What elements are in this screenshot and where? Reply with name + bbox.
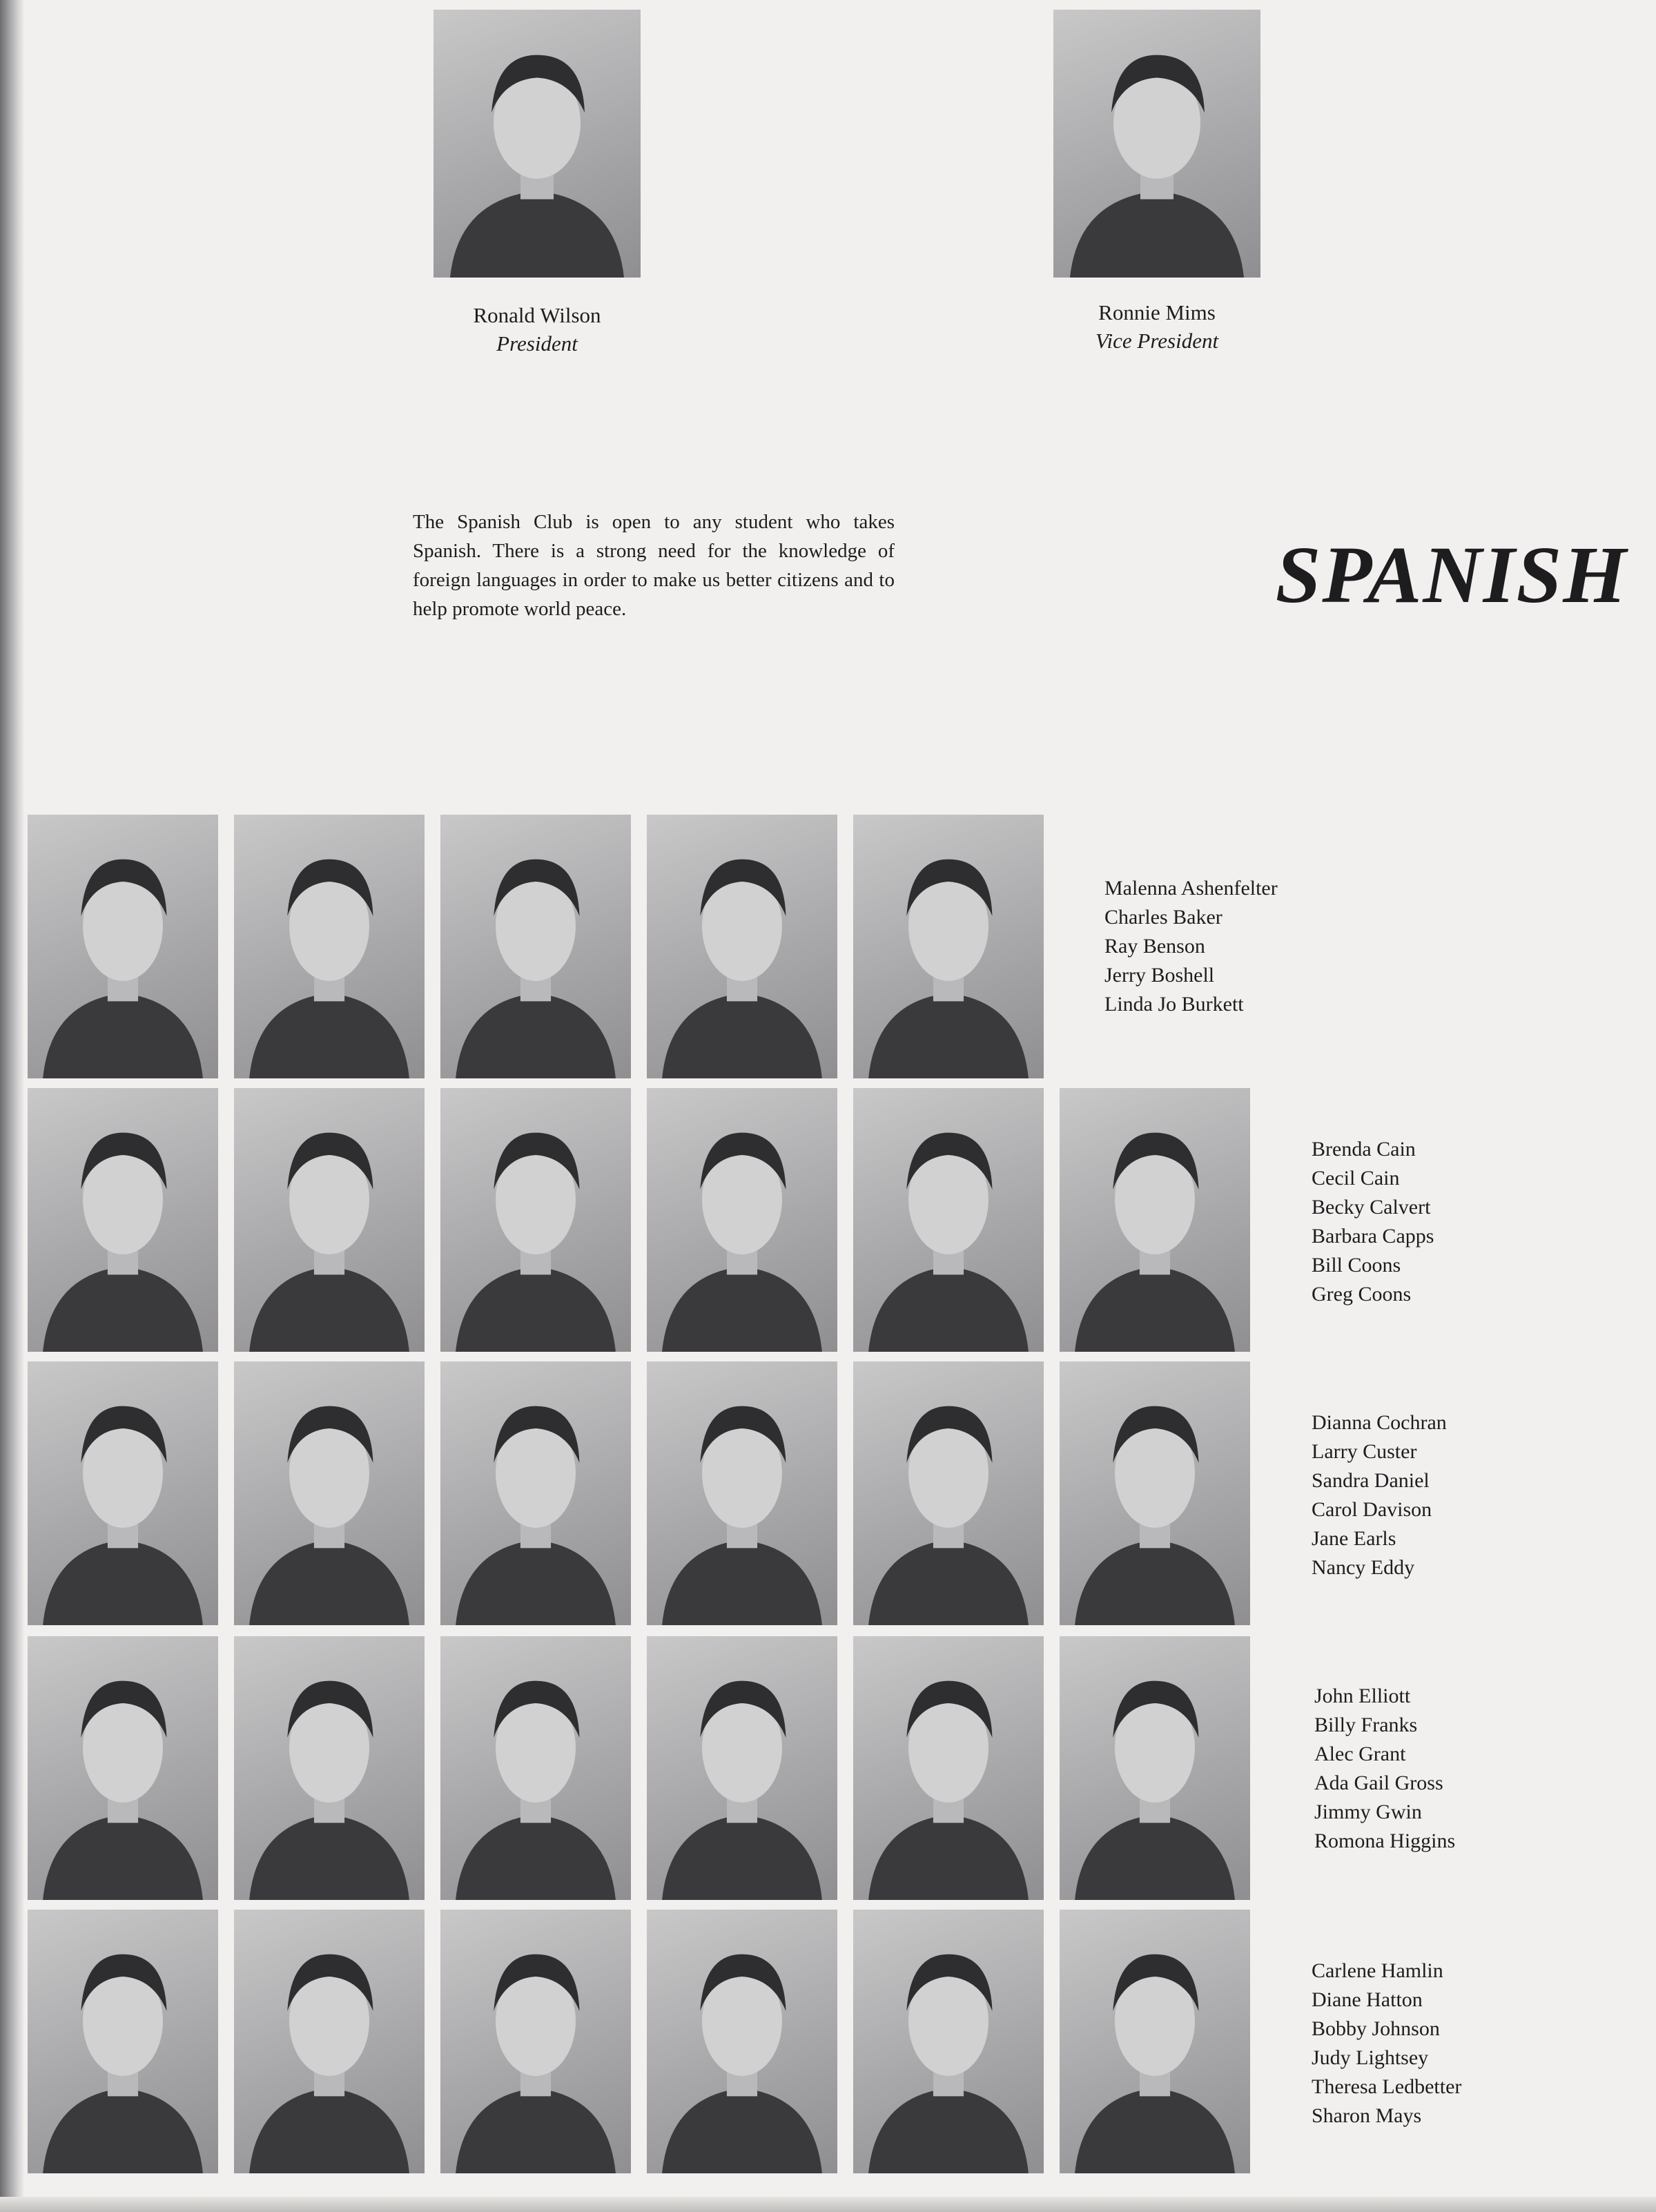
member-photo [647, 815, 837, 1078]
member-photo [853, 1088, 1044, 1352]
member-photo [28, 1361, 218, 1625]
member-name: Jimmy Gwin [1314, 1801, 1422, 1823]
member-name: Ray Benson [1104, 935, 1205, 958]
club-description: The Spanish Club is open to any student who takes Spanish. There is a strong need for the knowledge of foreign languages in order to make us better citizens and to help promote world peace. [413, 511, 895, 620]
member-name: Bill Coons [1312, 1254, 1401, 1277]
member-photo [28, 1636, 218, 1900]
member-photo [647, 1088, 837, 1352]
member-photo [28, 1910, 218, 2173]
member-name: Cecil Cain [1312, 1167, 1400, 1190]
member-photo [440, 1361, 631, 1625]
officer-role: Vice President [1095, 329, 1219, 353]
member-photo [853, 1361, 1044, 1625]
officer-role: President [496, 331, 578, 356]
club-title: SPANISH [1275, 530, 1628, 620]
member-photo [853, 1636, 1044, 1900]
member-name: John Elliott [1314, 1685, 1411, 1707]
member-name: Carol Davison [1312, 1498, 1432, 1521]
member-name: Romona Higgins [1314, 1830, 1456, 1852]
member-photo [853, 815, 1044, 1078]
member-photo [234, 815, 425, 1078]
member-photo [234, 1636, 425, 1900]
member-photo [1060, 1361, 1250, 1625]
member-photo [853, 1910, 1044, 2173]
member-names-row-3 [1312, 1408, 1447, 1582]
member-names-row-2 [1312, 1135, 1434, 1309]
member-name: Jerry Boshell [1104, 964, 1215, 987]
member-name: Brenda Cain [1312, 1138, 1416, 1161]
member-photo [440, 1910, 631, 2173]
officer-name: Ronnie Mims [1098, 300, 1216, 324]
member-name: Diane Hatton [1312, 1988, 1423, 2011]
member-photo [28, 815, 218, 1078]
member-photo [647, 1910, 837, 2173]
member-name: Larry Custer [1312, 1440, 1417, 1463]
member-photo [440, 1636, 631, 1900]
member-name: Jane Earls [1312, 1527, 1396, 1550]
member-photo [1060, 1910, 1250, 2173]
member-photo [234, 1910, 425, 2173]
officer-caption-president [399, 301, 675, 358]
member-photo [1060, 1088, 1250, 1352]
member-name: Sharon Mays [1312, 2104, 1422, 2127]
member-name: Alec Grant [1314, 1743, 1406, 1765]
member-photo [440, 815, 631, 1078]
member-photo [1060, 1636, 1250, 1900]
member-name: Billy Franks [1314, 1714, 1418, 1736]
member-photo [440, 1088, 631, 1352]
member-names-row-5 [1312, 1957, 1461, 2131]
member-photo [647, 1636, 837, 1900]
book-binding-edge [0, 0, 23, 2212]
member-name: Bobby Johnson [1312, 2017, 1440, 2040]
member-photo [234, 1361, 425, 1625]
member-name: Carlene Hamlin [1312, 1959, 1443, 1982]
member-names-row-1 [1104, 874, 1278, 1019]
member-names-row-4 [1314, 1682, 1455, 1856]
member-name: Barbara Capps [1312, 1225, 1434, 1248]
page-bottom-edge [0, 2197, 1656, 2212]
member-name: Judy Lightsey [1312, 2046, 1429, 2069]
officer-photo-president [434, 10, 641, 278]
member-name: Theresa Ledbetter [1312, 2075, 1462, 2098]
officer-photo-vice-president [1053, 10, 1260, 278]
officer-name: Ronald Wilson [473, 303, 601, 327]
member-name: Ada Gail Gross [1314, 1772, 1443, 1794]
officer-caption-vice-president [1019, 298, 1295, 355]
member-name: Dianna Cochran [1312, 1411, 1447, 1434]
member-name: Linda Jo Burkett [1104, 993, 1244, 1016]
member-photo [28, 1088, 218, 1352]
member-name: Malenna Ashenfelter [1104, 877, 1278, 900]
member-name: Nancy Eddy [1312, 1556, 1415, 1579]
member-name: Becky Calvert [1312, 1196, 1431, 1219]
member-name: Sandra Daniel [1312, 1469, 1430, 1492]
member-name: Greg Coons [1312, 1283, 1412, 1306]
member-name: Charles Baker [1104, 906, 1222, 929]
member-photo [234, 1088, 425, 1352]
member-photo [647, 1361, 837, 1625]
